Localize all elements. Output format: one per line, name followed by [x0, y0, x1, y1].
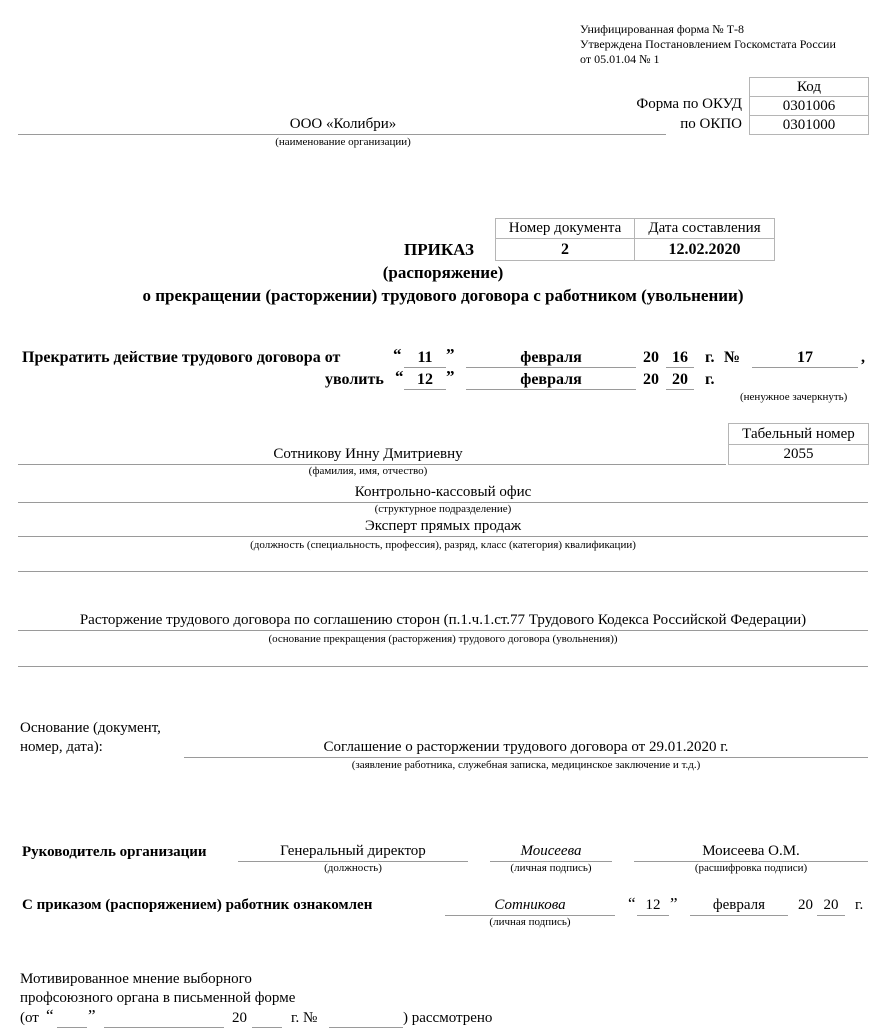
- dismiss-month: февраля: [520, 371, 582, 388]
- acquainted-year-prefix: 20: [798, 897, 813, 913]
- okpo-label: по ОКПО: [680, 116, 742, 132]
- terminate-day: 11: [417, 349, 433, 366]
- employee-position: Эксперт прямых продаж: [364, 518, 522, 534]
- union-month-line: [104, 1027, 224, 1028]
- terminate-label: Прекратить действие трудового договора от: [22, 349, 341, 366]
- dismiss-month-line: [466, 389, 636, 390]
- head-signature: Моисеева: [520, 843, 582, 859]
- acquainted-label: С приказом (распоряжением) работник ознакомлен: [22, 897, 373, 913]
- union-year-prefix: 20: [232, 1010, 247, 1026]
- reason-line: [18, 630, 868, 631]
- union-line2: профсоюзного органа в письменной форме: [20, 990, 296, 1006]
- basis-text: Соглашение о расторжении трудового договора от 29.01.2020 г.: [323, 739, 729, 755]
- basis-label-line2: номер, дата):: [20, 739, 103, 755]
- employee-full-name: Сотникову Инну Дмитриевну: [273, 446, 463, 462]
- acquainted-open-quote: “: [628, 894, 636, 913]
- position-line: [18, 536, 868, 537]
- document-subject: о прекращении (расторжении) трудового договора с работником (увольнении): [142, 286, 744, 305]
- code-header-cell: Код: [749, 77, 869, 97]
- head-label: Руководитель организации: [22, 844, 207, 860]
- terminate-open-quote: “: [393, 345, 402, 364]
- tab-number-value: 2055: [728, 444, 869, 465]
- union-number-line: [329, 1027, 403, 1028]
- employee-signature-caption: (личная подпись): [489, 916, 571, 928]
- doc-date-value: 12.02.2020: [634, 238, 775, 261]
- acquainted-month-line: [690, 915, 788, 916]
- dismiss-day: 12: [417, 371, 433, 388]
- terminate-year-unit: г.: [705, 349, 715, 366]
- position-caption: (должность (специальность, профессия), разряд, класс (категория) квалификации): [250, 539, 636, 551]
- union-close-quote: ”: [88, 1006, 96, 1025]
- terminate-month: февраля: [520, 349, 582, 366]
- acquainted-month: февраля: [712, 897, 766, 913]
- reason-extra-line: [18, 666, 868, 667]
- head-position: Генеральный директор: [280, 843, 426, 859]
- dismiss-label: уволить: [325, 371, 384, 388]
- head-position-caption: (должность): [324, 862, 382, 874]
- head-decoding-caption: (расшифровка подписи): [694, 862, 808, 874]
- union-open-quote: “: [46, 1006, 54, 1025]
- acquainted-year-line: [817, 915, 845, 916]
- dismiss-year-suffix: 20: [672, 371, 688, 388]
- union-year-unit: г. №: [291, 1010, 318, 1026]
- basis-line: [184, 757, 868, 758]
- reason-caption: (основание прекращения (расторжения) трудового договора (увольнения)): [268, 633, 618, 645]
- dismiss-year-line: [666, 389, 694, 390]
- acquainted-close-quote: ”: [670, 894, 678, 913]
- union-day-line: [57, 1027, 87, 1028]
- form-header-line2: Утверждена Постановлением Госкомстата России: [580, 37, 836, 51]
- okud-value-cell: 0301006: [749, 96, 869, 116]
- terminate-year-line: [666, 367, 694, 368]
- head-signature-caption: (личная подпись): [510, 862, 592, 874]
- doc-number-value: 2: [495, 238, 635, 261]
- union-year-line: [252, 1027, 282, 1028]
- organization-name: ООО «Колибри»: [289, 116, 397, 132]
- terminate-comma: ,: [861, 349, 865, 366]
- terminate-day-line: [404, 367, 446, 368]
- doc-number-header: Номер документа: [495, 218, 635, 239]
- terminate-month-line: [466, 367, 636, 368]
- dismiss-close-quote: ”: [446, 367, 455, 386]
- dismiss-year-unit: г.: [705, 371, 715, 388]
- acquainted-day: 12: [645, 897, 661, 913]
- strike-note: (ненужное зачеркнуть): [740, 391, 848, 403]
- acquainted-day-line: [637, 915, 669, 916]
- termination-reason: Расторжение трудового договора по соглашению сторон (п.1.ч.1.ст.77 Трудового Кодекса Российской Федерации): [79, 612, 807, 628]
- document-title: ПРИКАЗ: [404, 240, 474, 259]
- employee-department: Контрольно-кассовый офис: [354, 484, 532, 500]
- dismiss-open-quote: “: [395, 367, 404, 386]
- basis-label-line1: Основание (документ,: [20, 720, 161, 736]
- organization-line: [18, 134, 666, 135]
- union-ending: ) рассмотрено: [403, 1010, 493, 1026]
- form-header-line1: Унифицированная форма № Т-8: [580, 22, 745, 36]
- terminate-number-label: №: [724, 349, 741, 366]
- doc-date-header: Дата составления: [634, 218, 775, 239]
- employee-name-caption: (фамилия, имя, отчество): [308, 465, 428, 477]
- union-line1: Мотивированное мнение выборного: [20, 971, 252, 987]
- tab-number-header: Табельный номер: [728, 423, 869, 445]
- position-extra-line: [18, 571, 868, 572]
- head-signature-decoding: Моисеева О.М.: [702, 843, 800, 859]
- okud-label: Форма по ОКУД: [636, 96, 742, 112]
- form-header-line3: от 05.01.04 № 1: [580, 52, 660, 66]
- terminate-year-suffix: 16: [672, 349, 688, 366]
- terminate-number: 17: [797, 349, 813, 366]
- employee-signature: Сотникова: [494, 897, 566, 913]
- acquainted-year-suffix: 20: [823, 897, 839, 913]
- organization-caption: (наименование организации): [275, 136, 411, 148]
- union-from-label: (от: [20, 1010, 39, 1026]
- terminate-close-quote: ”: [446, 345, 455, 364]
- terminate-year-prefix: 20: [643, 349, 659, 366]
- dismiss-day-line: [404, 389, 446, 390]
- dismiss-year-prefix: 20: [643, 371, 659, 388]
- department-caption: (структурное подразделение): [374, 503, 512, 515]
- acquainted-year-unit: г.: [855, 897, 864, 913]
- okpo-value-cell: 0301000: [749, 115, 869, 135]
- document-subtitle: (распоряжение): [382, 263, 504, 282]
- terminate-number-line: [752, 367, 858, 368]
- basis-caption: (заявление работника, служебная записка, медицинское заключение и т.д.): [351, 759, 701, 771]
